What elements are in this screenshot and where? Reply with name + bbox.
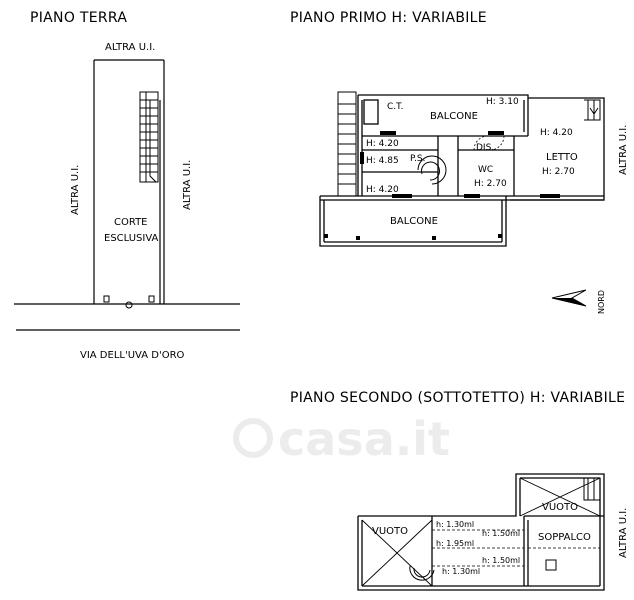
primo-h-wc: H: 2.70 <box>474 179 507 189</box>
primo-letto: LETTO <box>546 152 578 163</box>
primo-ct: C.T. <box>387 102 404 112</box>
secondo-h5: h: 1.30ml <box>442 567 481 576</box>
secondo-right-neighbor: ALTRA U.I. <box>618 507 629 558</box>
piano-secondo-title: PIANO SECONDO (SOTTOTETTO) H: VARIABILE <box>290 390 626 406</box>
nord-label: NORD <box>597 290 606 314</box>
primo-h-letto-top: H: 4.20 <box>540 128 573 138</box>
primo-h-balcone: H: 3.10 <box>486 97 519 107</box>
primo-ps: P.S. <box>410 154 426 164</box>
secondo-vuoto-left: VUOTO <box>372 526 409 537</box>
primo-right-stair <box>584 100 600 120</box>
primo-right-neighbor: ALTRA U.I. <box>618 124 629 175</box>
primo-h-left-2: H: 4.85 <box>366 156 399 166</box>
terra-top-neighbor: ALTRA U.I. <box>105 42 156 53</box>
primo-balcony-posts <box>324 234 502 240</box>
primo-balcone-bottom: BALCONE <box>390 216 438 227</box>
secondo-h3: h: 1.95ml <box>436 539 475 548</box>
terra-right-neighbor: ALTRA U.I. <box>182 159 193 210</box>
piano-primo <box>290 10 629 314</box>
terra-posts <box>104 296 154 308</box>
primo-h-left-1: H: 4.20 <box>366 139 399 149</box>
watermark <box>236 412 450 466</box>
primo-h-left-3: H: 4.20 <box>366 185 399 195</box>
soppalco-box <box>546 560 556 570</box>
secondo-right-stair <box>584 478 600 500</box>
piano-primo-title: PIANO PRIMO H: VARIABILE <box>290 10 487 26</box>
terra-walls <box>14 60 240 330</box>
terra-street: VIA DELL'UVA D'ORO <box>80 350 185 361</box>
secondo-vuoto-right: VUOTO <box>542 502 579 513</box>
north-arrow <box>552 290 606 314</box>
secondo-h4: h: 1.50ml <box>482 556 521 565</box>
terra-court-label-1: CORTE <box>114 217 148 228</box>
primo-dis: DIS. <box>476 143 495 153</box>
primo-outside-stair <box>338 92 356 196</box>
piano-terra-title: PIANO TERRA <box>30 10 128 26</box>
terra-court-label-2: ESCLUSIVA <box>104 233 159 244</box>
primo-h-letto: H: 2.70 <box>542 167 575 177</box>
terra-stair <box>140 92 158 182</box>
secondo-soppalco: SOPPALCO <box>538 532 591 543</box>
secondo-h2: h: 1.50ml <box>482 529 521 538</box>
terra-left-neighbor: ALTRA U.I. <box>70 164 81 215</box>
piano-terra <box>14 10 240 361</box>
primo-balcone-top: BALCONE <box>430 111 478 122</box>
secondo-h1: h: 1.30ml <box>436 520 475 529</box>
primo-wc: WC <box>478 165 494 175</box>
watermark-text: casa.it <box>278 412 450 466</box>
